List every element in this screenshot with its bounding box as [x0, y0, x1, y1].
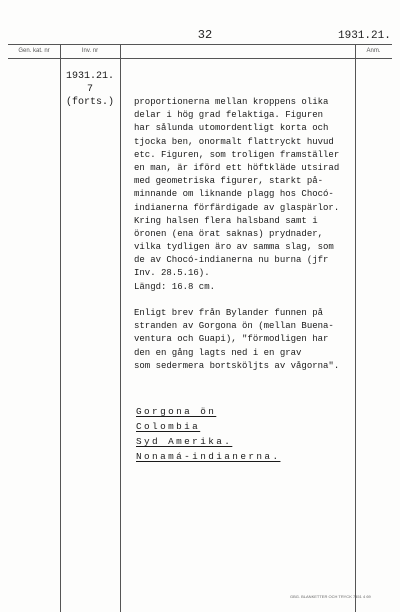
- text-line: har sålunda utomordentligt korta och: [134, 123, 329, 134]
- location-line: Colombia: [136, 421, 201, 432]
- paragraph-gap: [134, 294, 356, 307]
- header-top-rule: [8, 44, 392, 45]
- text-line: Kring halsen flera halsband samt i: [134, 215, 318, 226]
- text-line: Enligt brev från Bylander funnen på: [134, 308, 324, 318]
- text-line: stranden av Gorgona ön (mellan Buena-: [134, 321, 334, 332]
- text-line: de av Chocó-indianerna nu burna (jfr: [134, 255, 329, 266]
- column-divider-gen-inv: [60, 44, 61, 612]
- text-line: delar i hög grad felaktiga. Figuren: [134, 110, 324, 121]
- inventory-sub-number: 7: [86, 84, 93, 95]
- header-bottom-rule: [8, 58, 392, 59]
- text-line: Längd: 16.8 cm.: [134, 281, 216, 292]
- inventory-number-cell: [60, 70, 120, 109]
- text-line: som sedermera bortsköljts av vågorna".: [134, 360, 340, 371]
- column-divider-inv-text: [120, 44, 121, 612]
- description-text: [134, 96, 356, 373]
- continued-marker: (forts.): [65, 97, 114, 108]
- location-block: [136, 404, 336, 464]
- text-line: Inv. 28.5.16).: [134, 268, 210, 279]
- location-line: Syd Amerika.: [136, 436, 233, 447]
- text-line: indianerna förfärdigade av glaspärlor.: [134, 202, 340, 213]
- location-line: Gorgona ön: [136, 406, 217, 417]
- page-reference: 1931.21.: [338, 30, 391, 42]
- column-header-anm: Anm.: [366, 48, 381, 54]
- printer-mark: GBG. BLANKETTER OCH TRYCK 7451 4 69: [290, 594, 371, 599]
- text-line: vilka tydligen äro av samma slag, som: [134, 242, 334, 253]
- text-line: med geometriska figurer, starkt på-: [134, 176, 324, 187]
- column-header-inv: Inv. nr: [81, 48, 99, 54]
- text-line: en man, är iförd ett höftkläde utsirad: [134, 162, 340, 173]
- text-line: minnande om liknande plagg hos Chocó-: [134, 189, 334, 200]
- text-line: etc. Figuren, som troligen framställer: [134, 149, 340, 160]
- inventory-number: 1931.21.: [65, 71, 114, 82]
- text-line: proportionerna mellan kroppens olika: [134, 97, 329, 107]
- text-line: den en gång lagts ned i en grav: [134, 347, 302, 358]
- page-number: 32: [197, 28, 213, 42]
- column-header-gen-kat: Gen. kat. nr: [18, 48, 50, 54]
- location-line: Nonamá-indianerna.: [136, 451, 281, 462]
- text-line: ventura och Guapi), "förmodligen har: [134, 334, 329, 345]
- text-line: tjocka ben, onormalt flattryckt huvud: [134, 136, 334, 147]
- text-line: öronen (ena örat saknas) prydnader,: [134, 228, 324, 239]
